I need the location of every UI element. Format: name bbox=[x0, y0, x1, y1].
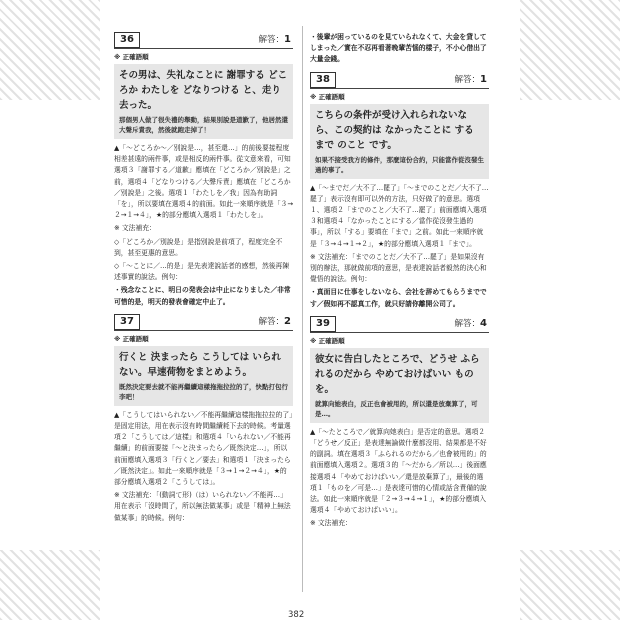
page-number: 382 bbox=[288, 610, 305, 620]
chinese-translation: 就算向她表白，反正也會被甩的，所以還是放棄算了，可是…。 bbox=[315, 399, 478, 418]
question-header-39 bbox=[310, 316, 489, 333]
grammar-note-label: ※ 文法補充： bbox=[114, 224, 156, 233]
chinese-translation: 既然決定要去就不能再繼續這樣拖拖拉拉的了，快點打包行李吧！ bbox=[119, 382, 288, 401]
example-sentence: ・残念なことに、明日の発表会は中止になりました／非常可惜的是，明天的發表會確定中止了。 bbox=[114, 286, 291, 306]
correct-order-tag: ※ 正確語順 bbox=[114, 334, 149, 343]
answer-label: 解答：1 bbox=[258, 34, 291, 45]
example-sentence: ・真面目に仕事をしないなら、会社を辞めてもらうまでです／假如再不認真工作，就只好請你離開公司了。 bbox=[310, 288, 487, 308]
question-number: 39 bbox=[310, 316, 336, 332]
correct-order-tag: ※ 正確語順 bbox=[310, 92, 345, 101]
japanese-sentence: 彼女に告白したところで、どうせ ふられるのだから やめておけばいい ものを。 bbox=[315, 353, 480, 395]
grammar-note: ◇「～ことに／…的是」是先表達說話者的感想，然後再陳述事實的說法。例句： bbox=[114, 262, 290, 282]
corner-stripes-top-left bbox=[0, 0, 100, 100]
corner-stripes-bottom-right bbox=[520, 550, 620, 620]
right-column bbox=[310, 32, 489, 532]
question-header-36 bbox=[114, 32, 293, 49]
explanation-paragraph: ▲「～までだ／大不了…罷了」「～までのことだ／大不了…罷了」表示沒有即可以外的方法，只好做了的意思。選項１、選項２「までのこと／大不了…罷了」前面應填入選項３和選項４「なかったことにする／當作從沒發生過的事」，所以「する」要填在「まで」之前。如此一來順序就是「３→４→１→２」，★的部分應填入選項１「まで」。 bbox=[310, 183, 489, 248]
book-page bbox=[112, 26, 492, 602]
japanese-sentence: その男は、失礼なことに 謝罪する どころか わたしを どなりつける と、走り去った。 bbox=[119, 70, 288, 111]
answer-label: 解答：1 bbox=[454, 73, 487, 85]
sentence-box bbox=[310, 104, 489, 179]
explanation-paragraph: ▲「～どころか～／別說是…，甚至還…」的前後要接程度相差甚遠的兩件事，或是相反的兩件事。從文意來看，可知選項３「謝罪する／道歉」應填在「どころか／別說是」之前，選項４「どなりつける／大聲斥責」應填在「どころか／別說是」之後。選項１「わたしを／我」因為有助詞「を」，所以要填在選項４的前面。如此一來順序就是「３→２→１→４」，★的部分應填入選項１「わたしを」。 bbox=[114, 144, 294, 220]
corner-stripes-bottom-left bbox=[0, 550, 100, 620]
sentence-box bbox=[310, 348, 489, 423]
grammar-note: ※ 文法補充：「までのことだ／大不了…罷了」是如果沒有別的辦法，那就做前項的意思，是表達說話者毅然的決心和覺悟的說法。例句： bbox=[310, 252, 487, 284]
correct-order-tag: ※ 正確語順 bbox=[114, 53, 149, 61]
corner-stripes-top-right bbox=[520, 0, 620, 100]
answer-label: 解答：2 bbox=[258, 315, 291, 327]
question-header-38 bbox=[310, 72, 489, 89]
chinese-translation: 那個男人做了很失禮的舉動，結果別說是道歉了，他居然還大聲斥責我，然後就跑走掉了！ bbox=[119, 116, 288, 134]
question-number: 36 bbox=[114, 32, 140, 48]
explanation-paragraph: ▲「こうしてはいられない／不能再繼續這樣拖拖拉拉的了」是固定用法，用在表示沒有時間繼續耗下去的時候。考量選項２「こうしては／這樣」和選項４「いられない／不能再繼續」的前面要接「～と決まったら／既然決定…」，所以前面應填入選項３「行くと／要去」和選項１「決まったら／既然決定」。如此一來順序就是「３→１→２→４」，★的部分應填入選項２「こうしては」。 bbox=[114, 410, 293, 487]
question-number: 37 bbox=[114, 314, 140, 330]
chinese-translation: 如果不接受我方的條件，那麼這份合約，只能當作從沒發生過的事了。 bbox=[315, 155, 484, 174]
left-column bbox=[114, 32, 293, 526]
sentence-box bbox=[114, 346, 293, 406]
japanese-sentence: 行くと 決まったら こうしては いられない。早速荷物をまとめよう。 bbox=[119, 351, 281, 378]
question-number: 38 bbox=[310, 72, 336, 88]
question-header-37 bbox=[114, 314, 293, 331]
answer-label: 解答：4 bbox=[454, 317, 487, 329]
sentence-box bbox=[114, 64, 293, 139]
explanation-paragraph: ▲「～たところで／就算向她表白」是否定的意思。選項２「どうせ／反正」是表達無論做什麼都沒用、結果都是不好的副詞。填在選項３「ふられるのだから／也會被甩的」的前面應填入選項２。選項３的「～だから／所以…」後面應接選項４「やめておけばいい／還是放棄算了」，最後的選項１「ものを／可是…」是表達可惜的心情或話含責備的說法。如此一來順序就是「２→３→４→１」，★的部分應填入選項４「やめておけばいい」。 bbox=[310, 427, 487, 515]
correct-order-tag: ※ 正確語順 bbox=[310, 336, 345, 345]
column-divider bbox=[302, 26, 303, 592]
grammar-note: ◇「どころか／別說是」是指別說是前項了，程度完全不到，甚至更惠的意思。 bbox=[114, 237, 283, 257]
japanese-sentence: こちらの条件が受け入れられないなら、この契約は なかったことに する まで のこと です。 bbox=[315, 109, 474, 151]
grammar-note: ※ 文法補充：「(動詞て形)（は）いられない／不能再…」用在表示「沒時間了，所以無法做某事」或是「精神上無法做某事」的時候。例句： bbox=[114, 491, 291, 522]
grammar-note-label: ※ 文法補充： bbox=[310, 519, 352, 528]
example-sentence: ・後輩が困っているのを見ていられなくて、大金を貸してしまった／實在不忍再看著晚輩苦惱的樣子，不小心借出了大量金錢。 bbox=[310, 33, 487, 64]
